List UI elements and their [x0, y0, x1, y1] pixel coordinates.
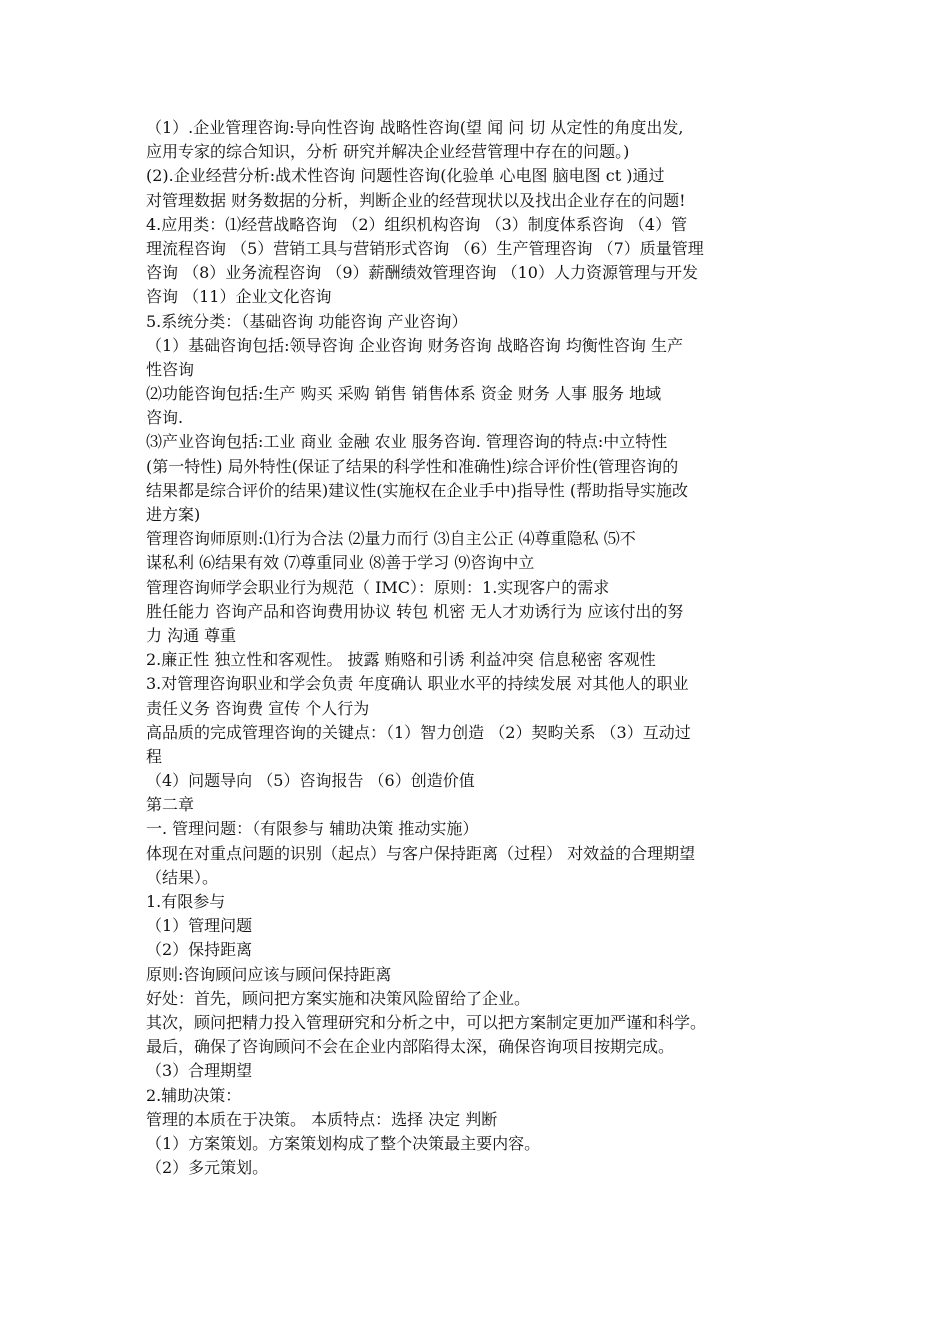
section-heading: 一. 管理问题：（有限参与 辅助决策 推动实施） [146, 819, 479, 839]
text-line: (第一特性) 局外特性(保证了结果的科学性和准确性)综合评价性(管理咨询的 [146, 456, 679, 476]
text-line: 咨询. [146, 408, 184, 428]
text-line: 程 [146, 746, 163, 766]
text-line: 咨询 （8）业务流程咨询 （9）薪酬绩效管理咨询 （10）人力资源管理与开发 [146, 263, 698, 283]
text-line: 谋私利 ⑹结果有效 ⑺尊重同业 ⑻善于学习 ⑼咨询中立 [146, 553, 535, 573]
text-line: 其次，顾问把精力投入管理研究和分析之中，可以把方案制定更加严谨和科学。 [146, 1012, 707, 1032]
text-line: （1）.企业管理咨询:导向性咨询 战略性咨询(望 闻 问 切 从定性的角度出发, [146, 118, 684, 137]
text-line: （2）多元策划。 [146, 1158, 269, 1178]
text-line: 最后，确保了咨询顾问不会在企业内部陷得太深，确保咨询项目按期完成。 [146, 1037, 675, 1057]
text-line: 胜任能力 咨询产品和咨询费用协议 转包 机密 无人才劝诱行为 应该付出的努 [146, 601, 684, 621]
text-line: 2.廉正性 独立性和客观性。 披露 贿赂和引诱 利益冲突 信息秘密 客观性 [146, 650, 656, 670]
text-line: 进方案) [146, 505, 201, 524]
text-line: （3）合理期望 [146, 1061, 253, 1081]
text-line: 力 沟通 尊重 [146, 625, 237, 645]
text-line: 高品质的完成管理咨询的关键点：（1）智力创造 （2）契畇关系 （3）互动过 [146, 722, 691, 742]
text-line: 3.对管理咨询职业和学会负责 年度确认 职业水平的持续发展 对其他人的职业 [146, 674, 689, 694]
text-line: 2.辅助决策： [146, 1085, 242, 1105]
text-line: 4.应用类：⑴经营战略咨询 （2）组织机构咨询 （3）制度体系咨询 （4）管 [146, 214, 688, 234]
text-line: 咨询 （11）企业文化咨询 [146, 287, 332, 307]
document-page [146, 116, 810, 1180]
text-line: 性咨询 [146, 359, 195, 379]
text-line: （1）管理问题 [146, 916, 253, 936]
text-line: (2).企业经营分析:战术性咨询 问题性咨询(化验单 心电图 脑电图 ct )通过 [146, 166, 665, 186]
text-line: 结果都是综合评价的结果)建议性(实施权在企业手中)指导性 (帮助指导实施改 [146, 480, 689, 500]
chapter-heading: 第二章 [146, 795, 195, 815]
text-line: （1）方案策划。方案策划构成了整个决策最主要内容。 [146, 1133, 541, 1153]
text-line: ⑶产业咨询包括:工业 商业 金融 农业 服务咨询. 管理咨询的特点:中立特性 [146, 432, 668, 452]
text-line: 应用专家的综合知识，分析 研究并解决企业经营管理中存在的问题。) [146, 142, 630, 162]
text-line: 理流程咨询 （5）营销工具与营销形式咨询 （6）生产管理咨询 （7）质量管理 [146, 238, 704, 258]
text-line: 1.有限参与 [146, 892, 226, 911]
text-line: 原则:咨询顾问应该与顾问保持距离 [146, 964, 392, 984]
text-line: 管理咨询师学会职业行为规范（ IMC）：原则：1.实现客户的需求 [146, 577, 610, 597]
text-line: 体现在对重点问题的识别（起点）与客户保持距离（过程） 对效益的合理期望 [146, 843, 696, 863]
text-line: 管理的本质在于决策。 本质特点：选择 决定 判断 [146, 1109, 498, 1129]
text-line: 好处：首先，顾问把方案实施和决策风险留给了企业。 [146, 988, 531, 1008]
text-line: 责任义务 咨询费 宣传 个人行为 [146, 698, 370, 718]
text-line: （4）问题导向 （5）咨询报告 （6）创造价值 [146, 771, 475, 791]
text-line: （结果）。 [146, 867, 219, 887]
text-line: 对管理数据 财务数据的分析，判断企业的经营现状以及找出企业存在的问题! [146, 190, 686, 210]
text-line: 5.系统分类：（基础咨询 功能咨询 产业咨询） [146, 311, 468, 331]
text-line: （1）基础咨询包括:领导咨询 企业咨询 财务咨询 战略咨询 均衡性咨询 生产 [146, 335, 684, 355]
text-line: （2）保持距离 [146, 940, 253, 960]
text-line: 管理咨询师原则:⑴行为合法 ⑵量力而行 ⑶自主公正 ⑷尊重隐私 ⑸不 [146, 529, 636, 549]
text-line: ⑵功能咨询包括:生产 购买 采购 销售 销售体系 资金 财务 人事 服务 地域 [146, 384, 662, 404]
